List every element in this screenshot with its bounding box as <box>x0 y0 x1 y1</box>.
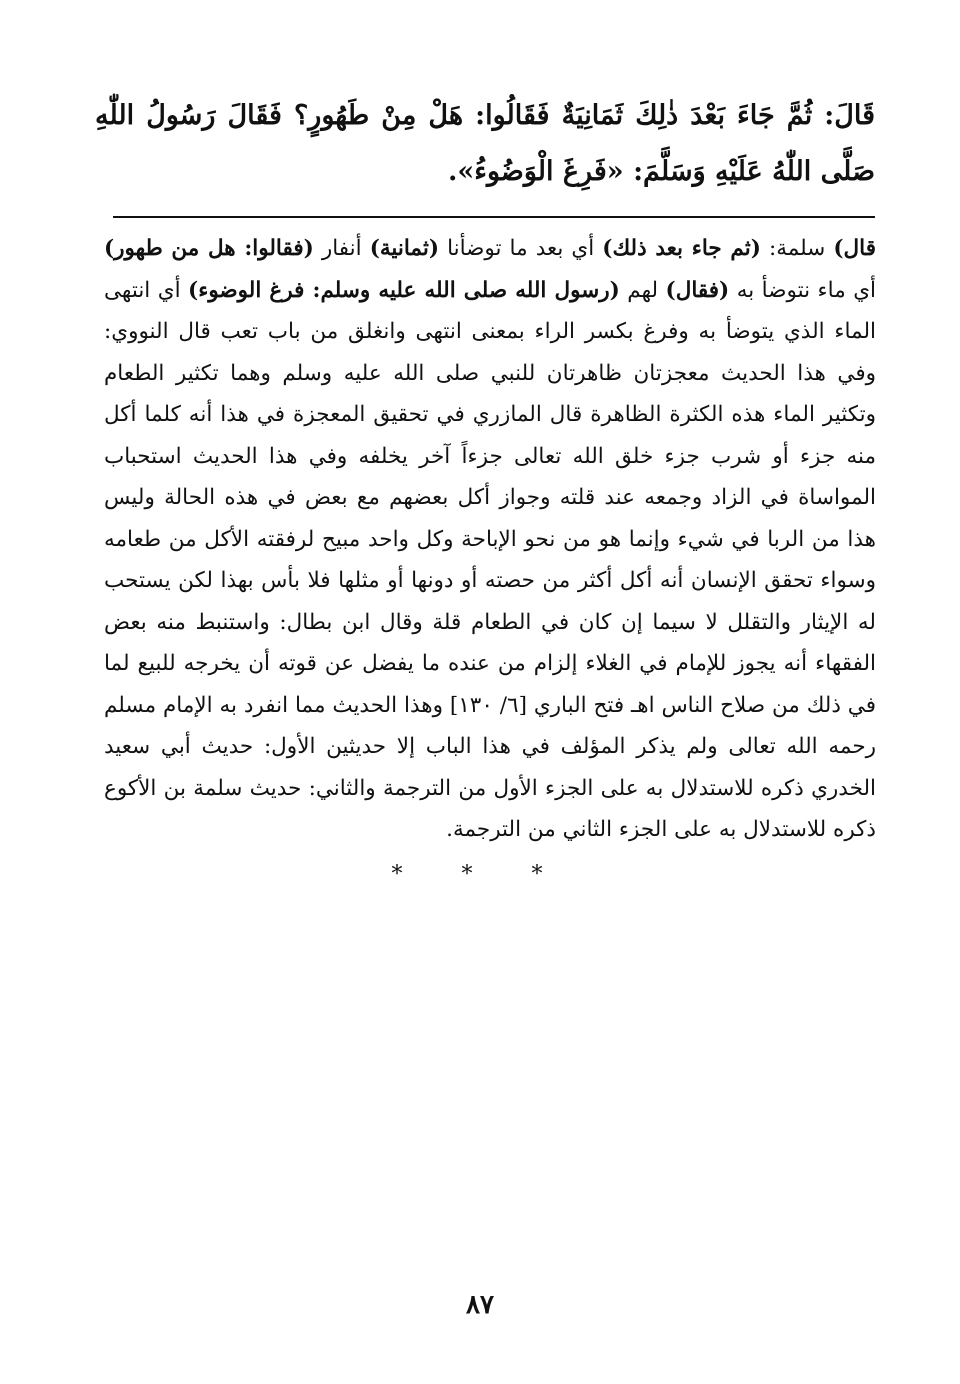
commentary-segment: أي انتهى الماء الذي يتوضأ به وفرغ بكسر الراء بمعنى انتهى وانغلق من باب تعب قال النووي: وفي هذا الحديث معجزتان ظاهرتان للنبي صلى الله عليه وسلم وهما تكثير الطعام وتكثير الماء هذه الكثرة الظاهرة قال المازري في تحقيق المعجزة في هذا أنه كلما أكل منه جزء أو شرب جزء خلق الله تعالى جزءاً آخر يخلفه وفي هذا الحديث استحباب المواساة في الزاد وجمعه عند قلته وجواز أكل بعضهم مع بعض في هذه الحالة وليس هذا من الربا في شيء وإنما هو من نحو الإباحة وكل واحد مبيح لرفقته الأكل من طعامه وسواء تحقق الإنسان أنه أكل أكثر من حصته أو دونها أو مثلها فلا بأس بهذا لكن يستحب له الإيثار والتقلل لا سيما إن كان في الطعام قلة وقال ابن بطال: واستنبط منه بعض الفقهاء أنه يجوز للإمام في الغلاء إلزام من عنده ما يفضل عن قوته أن يخرجه للبيع لما في ذلك من صلاح الناس اهـ فتح الباري [٦/ ١٣٠] وهذا الحديث مما انفرد به الإمام مسلم رحمه الله تعالى ولم يذكر المؤلف في هذا الباب إلا حديثين الأول: حديث أبي سعيد الخدري ذكره للاستدلال به على الجزء الأول من الترجمة والثاني: حديث سلمة بن الأكوع ذكره للاستدلال به على الجزء الثاني من الترجمة. <box>104 277 876 842</box>
commentary-bold-segment: (ثمانية) <box>369 236 439 261</box>
footnote-divider <box>113 216 875 218</box>
commentary-bold-segment: (رسول الله صلى الله عليه وسلم: فرغ الوضوء) <box>188 277 620 303</box>
commentary-segment: أنفار <box>313 236 370 261</box>
commentary-bold-segment: قال) <box>833 236 876 261</box>
page-number: ٨٧ <box>466 1290 494 1320</box>
commentary-segment: أي ماء نتوضأ به <box>729 277 876 303</box>
section-separator: * * * <box>391 862 569 887</box>
commentary-bold-segment: (فقال) <box>665 277 730 303</box>
commentary-segment: لهم <box>619 277 666 303</box>
commentary-bold-segment: (فقالوا: هل من طهور) <box>104 236 314 261</box>
commentary-bold-segment: (ثم جاء بعد ذلك) <box>602 236 761 261</box>
commentary-segment: سلمة: <box>760 236 834 261</box>
commentary-segment: أي بعد ما توضأنا <box>439 236 603 261</box>
commentary-text <box>104 228 876 851</box>
hadith-text: قَالَ: ثُمَّ جَاءَ بَعْدَ ذٰلِكَ ثَمَانِيَةٌ فَقَالُوا: هَلْ مِنْ طَهُورٍ؟ فَقَالَ رَسُولُ اللّٰهِ صَلَّى اللّٰهُ عَلَيْهِ وَسَلَّمَ: «فَرِغَ الْوَضُوءُ». <box>95 100 875 187</box>
